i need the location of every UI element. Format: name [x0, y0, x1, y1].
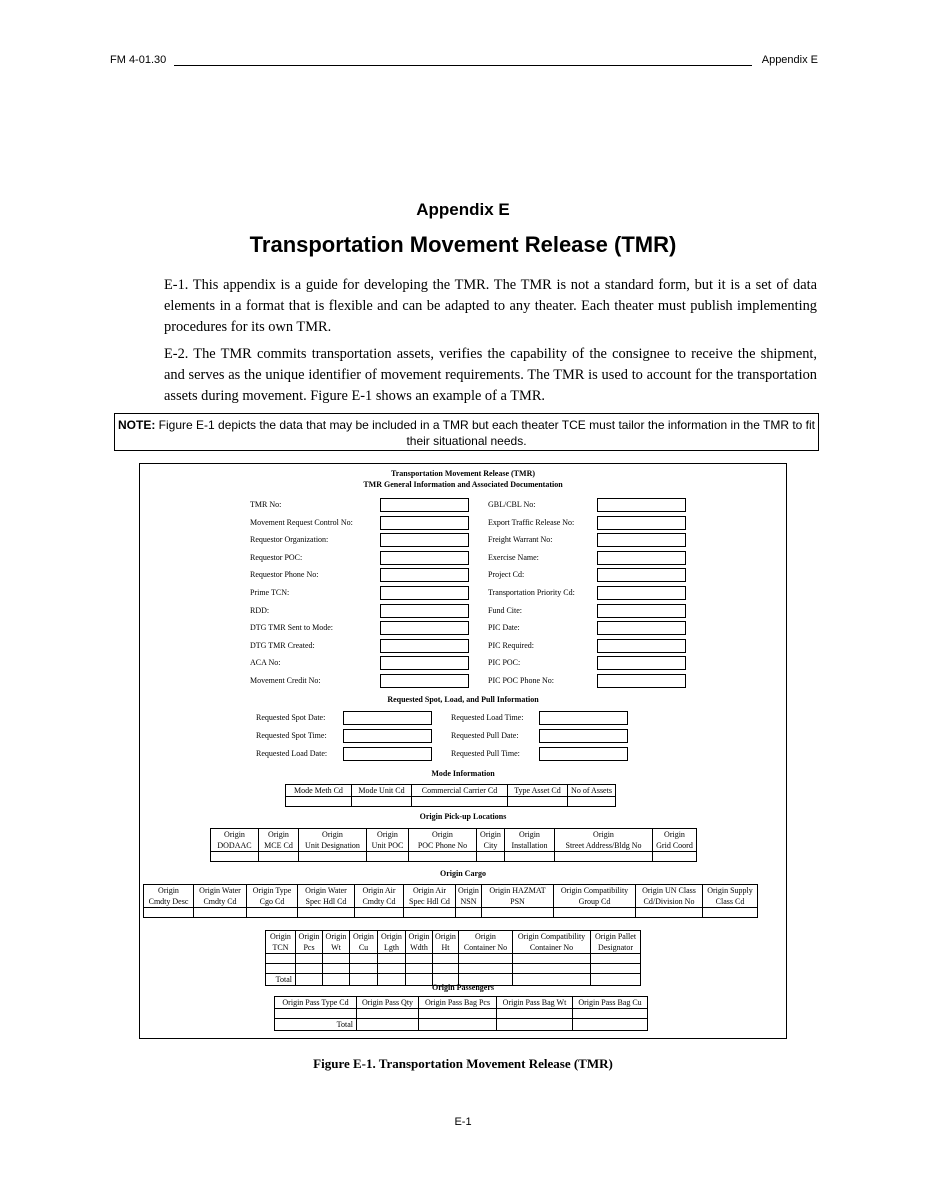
- column-header-line: Origin: [664, 830, 685, 839]
- column-header-line: Origin: [381, 932, 402, 941]
- column-header-line: Origin: [593, 830, 614, 839]
- column-header: No of Assets: [568, 785, 616, 797]
- table-header-row: [144, 885, 758, 908]
- general-field[interactable]: [597, 586, 686, 600]
- general-label: ACA No:: [250, 658, 281, 668]
- column-header-line: Wt: [331, 943, 341, 952]
- table-cell[interactable]: [355, 908, 404, 918]
- running-header: [110, 54, 818, 70]
- column-header-line: Origin Type: [252, 886, 292, 895]
- column-header: Origin Pass Qty: [357, 997, 419, 1009]
- spot-field[interactable]: [343, 729, 432, 743]
- table-cell[interactable]: [367, 852, 409, 862]
- table-cell[interactable]: [505, 852, 555, 862]
- general-label: RDD:: [250, 605, 270, 615]
- column-header: [555, 829, 653, 852]
- column-header-line: Cd/Division No: [643, 897, 695, 906]
- table-cell[interactable]: [296, 954, 323, 964]
- table-cell[interactable]: [477, 852, 505, 862]
- column-header-line: Origin: [158, 886, 179, 895]
- table-cell[interactable]: [456, 908, 482, 918]
- passengers-table: [274, 996, 648, 1031]
- column-header-line: Origin: [298, 932, 320, 941]
- column-header-line: Ht: [441, 943, 450, 952]
- mode-section-title: Mode Information: [431, 769, 495, 778]
- general-label: Fund Cite:: [488, 605, 523, 615]
- general-field[interactable]: [597, 639, 686, 653]
- column-header: [591, 931, 641, 954]
- general-label: Requestor POC:: [250, 552, 303, 562]
- pickup-table: [210, 828, 697, 862]
- table-cell[interactable]: [459, 954, 513, 964]
- figure-subtitle: TMR General Information and Associated Documentation: [363, 480, 563, 489]
- page-number: E-1: [454, 1116, 472, 1128]
- column-header-line: MCE Cd: [264, 841, 293, 850]
- general-label: Freight Warrant No:: [488, 535, 553, 545]
- table-header-row: [275, 997, 648, 1009]
- column-header-line: Street Address/Bldg No: [565, 841, 642, 850]
- table-cell[interactable]: [211, 852, 259, 862]
- general-field[interactable]: [380, 656, 469, 670]
- column-header-line: PSN: [510, 897, 525, 906]
- column-header-line: Origin Air: [362, 886, 396, 895]
- table-cell[interactable]: [323, 954, 350, 964]
- column-header-line: Origin: [435, 932, 456, 941]
- general-label: PIC POC Phone No:: [488, 676, 555, 685]
- table-cell[interactable]: [323, 964, 350, 974]
- general-label: PIC POC:: [488, 658, 521, 668]
- general-field[interactable]: [597, 533, 686, 547]
- total-row: [275, 1019, 648, 1031]
- column-header-line: Designator: [597, 943, 634, 952]
- table-cell[interactable]: [259, 852, 299, 862]
- column-header-line: Cmdty Desc: [148, 897, 189, 906]
- column-header-line: Origin Pallet: [594, 932, 637, 941]
- table-cell[interactable]: [296, 964, 323, 974]
- general-field[interactable]: [380, 674, 469, 688]
- column-header-line: Origin: [408, 932, 430, 941]
- table-cell[interactable]: [513, 964, 591, 974]
- column-header: [144, 885, 194, 908]
- general-field[interactable]: [380, 516, 469, 530]
- general-field[interactable]: [597, 568, 686, 582]
- table-cell[interactable]: [298, 908, 355, 918]
- page-title: Transportation Movement Release (TMR): [249, 232, 677, 257]
- table-cell[interactable]: [591, 954, 641, 964]
- spot-section-title: Requested Spot, Load, and Pull Information: [387, 695, 539, 704]
- column-header-line: Origin: [353, 932, 374, 941]
- spot-field[interactable]: [539, 711, 628, 725]
- total-cell[interactable]: [497, 1019, 573, 1031]
- general-label: PIC Date:: [488, 623, 520, 633]
- column-header-line: Origin: [224, 830, 245, 839]
- general-field[interactable]: [380, 498, 469, 512]
- figure-title: Transportation Movement Release (TMR): [390, 469, 536, 478]
- table-cell[interactable]: [573, 1009, 648, 1019]
- column-header-line: Container No: [529, 943, 574, 952]
- column-header: [367, 829, 409, 852]
- table-cell[interactable]: [350, 954, 378, 964]
- column-header-line: Origin: [270, 932, 291, 941]
- column-header-line: Origin UN Class: [642, 886, 696, 895]
- table-cell[interactable]: [412, 797, 508, 807]
- spot-label: Requested Load Date:: [256, 749, 328, 758]
- table-cell[interactable]: [357, 1009, 419, 1019]
- table-row: [286, 797, 616, 807]
- column-header-line: Unit Designation: [305, 841, 360, 850]
- column-header-line: Cmdty Cd: [362, 897, 396, 906]
- column-header: [409, 829, 477, 852]
- general-field[interactable]: [380, 586, 469, 600]
- table-row: [211, 852, 697, 862]
- column-header-line: Origin: [377, 830, 398, 839]
- paragraph-e2: E-2. The TMR commits transportation assets, verifies the capability of the consignee to receive the shipment, and serves as the unique identifier of movement requirements. The TMR is used to account for the transportation assets during movement. Figure E-1 shows an example of a TMR.: [164, 346, 817, 404]
- spot-field[interactable]: [539, 747, 628, 761]
- table-cell[interactable]: [508, 797, 568, 807]
- column-header: Commercial Carrier Cd: [412, 785, 508, 797]
- table-row: [144, 908, 758, 918]
- dims-table: [265, 930, 641, 986]
- table-cell[interactable]: [194, 908, 247, 918]
- column-header: [513, 931, 591, 954]
- cargo-section-title: Origin Cargo: [440, 869, 486, 878]
- column-header: [259, 829, 299, 852]
- general-field[interactable]: [380, 639, 469, 653]
- general-label: Project Cd:: [488, 570, 525, 580]
- column-header: [636, 885, 703, 908]
- column-header: Origin Pass Bag Wt: [497, 997, 573, 1009]
- column-header-line: Origin Water: [199, 886, 241, 895]
- column-header-line: Origin HAZMAT: [489, 886, 546, 895]
- general-label: TMR No:: [250, 500, 282, 509]
- general-label: Movement Request Control No:: [250, 517, 353, 527]
- column-header-line: Origin: [325, 932, 347, 941]
- column-header: Mode Unit Cd: [352, 785, 412, 797]
- column-header-line: Origin Water: [305, 886, 347, 895]
- table-cell[interactable]: [419, 1009, 497, 1019]
- general-field[interactable]: [597, 516, 686, 530]
- general-field[interactable]: [597, 674, 686, 688]
- column-header-line: Origin: [519, 830, 540, 839]
- general-label: Movement Credit No:: [250, 676, 321, 685]
- table-cell[interactable]: [555, 852, 653, 862]
- column-header-line: Group Cd: [578, 897, 611, 906]
- column-header-line: Unit POC: [371, 841, 404, 850]
- general-field[interactable]: [597, 551, 686, 565]
- table-cell[interactable]: [144, 908, 194, 918]
- table-cell[interactable]: [378, 964, 406, 974]
- table-cell[interactable]: [409, 852, 477, 862]
- table-cell[interactable]: [406, 964, 433, 974]
- general-field[interactable]: [597, 621, 686, 635]
- total-cell[interactable]: [357, 1019, 419, 1031]
- general-field[interactable]: [380, 604, 469, 618]
- table-cell[interactable]: [482, 908, 554, 918]
- column-header: [194, 885, 247, 908]
- column-header: [350, 931, 378, 954]
- mode-table: [285, 784, 616, 807]
- table-cell[interactable]: [275, 1009, 357, 1019]
- table-cell[interactable]: [378, 954, 406, 964]
- table-cell[interactable]: [554, 908, 636, 918]
- general-field[interactable]: [380, 551, 469, 565]
- note-text: Figure E-1 depicts the data that may be included in a TMR but each theater TCE must tailor the information in the TMR to fit their situational needs.: [158, 418, 815, 448]
- column-header-line: NSN: [460, 897, 477, 906]
- general-field[interactable]: [597, 656, 686, 670]
- total-cell[interactable]: [573, 1019, 648, 1031]
- column-header: [703, 885, 758, 908]
- table-cell[interactable]: [513, 954, 591, 964]
- column-header: [406, 931, 433, 954]
- header-rule: [174, 65, 752, 66]
- column-header-line: Origin: [458, 886, 479, 895]
- column-header-line: Installation: [511, 841, 548, 850]
- column-header-line: Origin: [475, 932, 496, 941]
- column-header: Mode Meth Cd: [286, 785, 352, 797]
- header-manual-number: FM 4-01.30: [110, 54, 169, 66]
- column-header: [433, 931, 459, 954]
- column-header-line: Grid Coord: [656, 841, 693, 850]
- column-header-line: Origin: [432, 830, 453, 839]
- column-header: [554, 885, 636, 908]
- column-header: Type Asset Cd: [508, 785, 568, 797]
- general-label: GBL/CBL No:: [488, 500, 536, 509]
- column-header: [482, 885, 554, 908]
- column-header: [653, 829, 697, 852]
- table-cell[interactable]: [352, 797, 412, 807]
- column-header-line: Pcs: [303, 943, 315, 952]
- column-header-line: Cgo Cd: [259, 897, 285, 906]
- spot-label: Requested Pull Date:: [451, 731, 519, 740]
- column-header: [296, 931, 323, 954]
- table-cell[interactable]: [433, 964, 459, 974]
- general-field[interactable]: [380, 568, 469, 582]
- general-field[interactable]: [597, 498, 686, 512]
- general-label: PIC Required:: [488, 640, 534, 650]
- table-cell[interactable]: [497, 1009, 573, 1019]
- column-header-line: Wdth: [410, 943, 428, 952]
- column-header-line: DODAAC: [217, 841, 252, 850]
- general-label: DTG TMR Created:: [250, 640, 315, 650]
- figure-caption: Figure E-1. Transportation Movement Release (TMR): [313, 1056, 613, 1071]
- column-header-line: POC Phone No: [417, 841, 468, 850]
- column-header-line: Class Cd: [715, 897, 745, 906]
- column-header: [456, 885, 482, 908]
- general-field[interactable]: [597, 604, 686, 618]
- table-row: [266, 964, 641, 974]
- column-header: [298, 885, 355, 908]
- note-box: [114, 413, 819, 451]
- column-header-line: Spec Hdl Cd: [409, 897, 450, 906]
- table-cell[interactable]: [406, 954, 433, 964]
- total-label: Total: [275, 1019, 357, 1031]
- column-header: [247, 885, 298, 908]
- column-header-line: Origin Supply: [707, 886, 753, 895]
- table-cell[interactable]: [286, 797, 352, 807]
- table-cell[interactable]: [703, 908, 758, 918]
- general-label: Transportation Priority Cd:: [488, 588, 575, 597]
- paragraph-e1: E-1. This appendix is a guide for developing the TMR. The TMR is not a standard form, but it is a set of data elements in a format that is flexible and can be adapted to any theater. Each theater must publish implementing procedures for its own TMR.: [164, 277, 817, 335]
- spot-label: Requested Spot Date:: [256, 713, 326, 722]
- table-cell[interactable]: [653, 852, 697, 862]
- tmr-figure: [139, 463, 787, 1039]
- table-header-row: [266, 931, 641, 954]
- column-header: [323, 931, 350, 954]
- column-header-line: Lgth: [383, 943, 400, 952]
- column-header-line: Origin: [268, 830, 289, 839]
- general-label: Prime TCN:: [250, 588, 290, 597]
- passengers-section-title: Origin Passengers: [432, 983, 494, 992]
- column-header: [477, 829, 505, 852]
- column-header-line: Container No: [463, 943, 508, 952]
- spot-label: Requested Load Time:: [451, 713, 524, 722]
- column-header: [404, 885, 456, 908]
- table-cell[interactable]: [350, 964, 378, 974]
- table-cell[interactable]: [433, 954, 459, 964]
- table-cell[interactable]: [404, 908, 456, 918]
- cargo-table: [143, 884, 758, 918]
- general-label: Requestor Phone No:: [250, 570, 319, 580]
- column-header: [459, 931, 513, 954]
- column-header-line: Origin Compatibility: [560, 886, 629, 895]
- general-label: DTG TMR Sent to Mode:: [250, 623, 333, 633]
- header-appendix: Appendix E: [759, 54, 818, 66]
- general-field[interactable]: [380, 533, 469, 547]
- table-cell[interactable]: [591, 964, 641, 974]
- column-header: Origin Pass Type Cd: [275, 997, 357, 1009]
- column-header: [378, 931, 406, 954]
- column-header-line: Origin Compatibility: [517, 932, 586, 941]
- column-header: Origin Pass Bag Pcs: [419, 997, 497, 1009]
- table-header-row: [211, 829, 697, 852]
- spot-field[interactable]: [539, 729, 628, 743]
- column-header: [266, 931, 296, 954]
- column-header-line: City: [483, 841, 498, 850]
- column-header-line: Spec Hdl Cd: [305, 897, 347, 906]
- table-cell[interactable]: [568, 797, 616, 807]
- table-header-row: [286, 785, 616, 797]
- column-header: [211, 829, 259, 852]
- pickup-section-title: Origin Pick-up Locations: [419, 812, 507, 821]
- note-label: NOTE:: [117, 418, 156, 432]
- table-row: [275, 1009, 648, 1019]
- table-cell[interactable]: [247, 908, 298, 918]
- spot-field[interactable]: [343, 711, 432, 725]
- general-label: Requestor Organization:: [250, 535, 329, 545]
- column-header-line: Cmdty Cd: [203, 897, 237, 906]
- column-header-line: Origin Air: [412, 886, 447, 895]
- general-field[interactable]: [380, 621, 469, 635]
- general-label: Export Traffic Release No:: [488, 517, 575, 527]
- table-row: [266, 954, 641, 964]
- table-cell[interactable]: [266, 964, 296, 974]
- column-header: Origin Pass Bag Cu: [573, 997, 648, 1009]
- general-label: Exercise Name:: [488, 552, 539, 562]
- spot-label: Requested Pull Time:: [451, 749, 520, 758]
- table-cell[interactable]: [266, 954, 296, 964]
- appendix-label: Appendix E: [416, 200, 510, 219]
- column-header-line: Origin: [480, 830, 501, 839]
- table-cell[interactable]: [459, 964, 513, 974]
- column-header: [355, 885, 404, 908]
- column-header-line: Origin: [322, 830, 343, 839]
- table-cell[interactable]: [636, 908, 703, 918]
- spot-field[interactable]: [343, 747, 432, 761]
- column-header: [505, 829, 555, 852]
- total-cell[interactable]: [419, 1019, 497, 1031]
- total-label: Total: [266, 974, 296, 986]
- spot-label: Requested Spot Time:: [256, 731, 327, 740]
- column-header-line: Cu: [358, 943, 369, 952]
- column-header-line: TCN: [272, 943, 289, 952]
- column-header: [299, 829, 367, 852]
- table-cell[interactable]: [299, 852, 367, 862]
